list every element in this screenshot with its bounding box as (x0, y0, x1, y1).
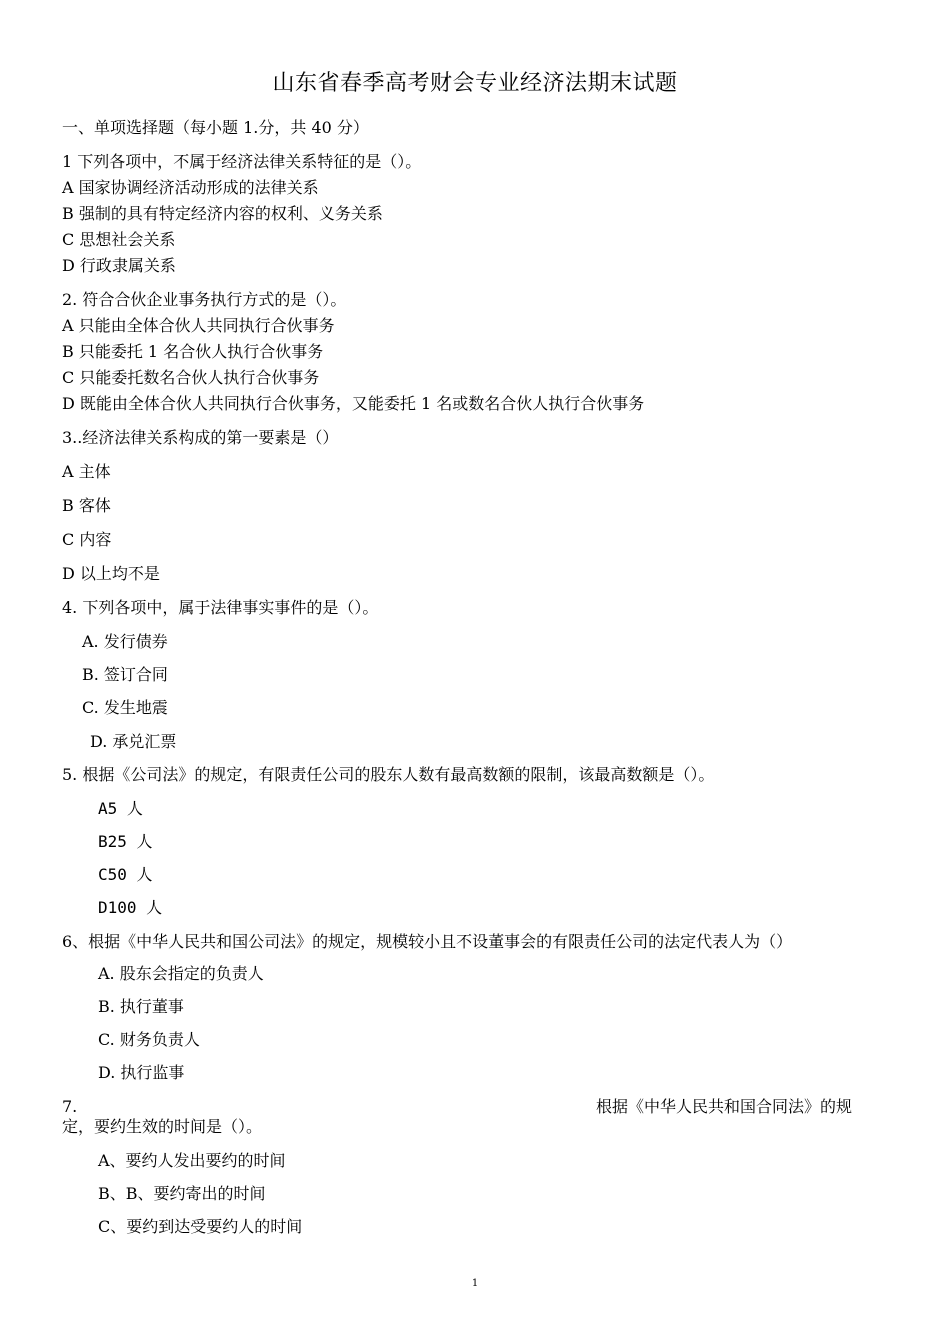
question-6-stem: 6、根据《中华人民共和国公司法》的规定，规模较小且不设董事会的有限责任公司的法定代表人为（） (62, 932, 793, 951)
question-3-option-b: B 客体 (62, 496, 111, 515)
document-title: 山东省春季高考财会专业经济法期末试题 (272, 71, 678, 96)
question-7-option-a: A、要约人发出要约的时间 (98, 1151, 286, 1170)
question-5-option-a: A5 人 (98, 799, 143, 818)
question-7-number: 7. (62, 1097, 78, 1116)
question-6-option-a: A. 股东会指定的负责人 (98, 964, 264, 983)
question-7-option-c: C、要约到达受要约人的时间 (98, 1217, 303, 1236)
question-4-option-a: A. 发行债券 (82, 632, 168, 651)
question-2-stem: 2. 符合合伙企业事务执行方式的是（）。 (62, 290, 347, 309)
question-4-stem: 4. 下列各项中，属于法律事实事件的是（）。 (62, 598, 379, 617)
question-4-option-b: B. 签订合同 (82, 665, 168, 684)
question-6-option-d: D. 执行监事 (98, 1063, 185, 1082)
question-2-option-c: C 只能委托数名合伙人执行合伙事务 (62, 368, 320, 387)
question-2-option-b: B 只能委托 1 名合伙人执行合伙事务 (62, 342, 324, 361)
question-6-option-b: B. 执行董事 (98, 997, 184, 1016)
question-7-stem-right: 根据《中华人民共和国合同法》的规 (596, 1097, 853, 1116)
question-4-option-c: C. 发生地震 (82, 698, 168, 717)
question-2-option-a: A 只能由全体合伙人共同执行合伙事务 (62, 316, 335, 335)
question-5-stem: 5. 根据《公司法》的规定，有限责任公司的股东人数有最高数额的限制，该最高数额是（）。 (62, 765, 715, 784)
question-3-option-a: A 主体 (62, 462, 111, 481)
question-1-option-c: C 思想社会关系 (62, 230, 176, 249)
question-5-option-b: B25 人 (98, 832, 153, 851)
page-number: 1 (471, 1278, 479, 1289)
question-3-option-c: C 内容 (62, 530, 112, 549)
question-6-option-c: C. 财务负责人 (98, 1030, 200, 1049)
question-3-option-d: D 以上均不是 (62, 564, 160, 583)
section-heading: 一、单项选择题（每小题 1.分，共 40 分） (62, 118, 369, 137)
question-5-option-c: C50 人 (98, 865, 153, 884)
question-1-option-d: D 行政隶属关系 (62, 256, 176, 275)
question-5-option-d: D100 人 (98, 898, 163, 917)
question-7-option-b: B、B、要约寄出的时间 (98, 1184, 266, 1203)
question-3-stem: 3..经济法律关系构成的第一要素是（） (62, 428, 339, 447)
question-1-option-a: A 国家协调经济活动形成的法律关系 (62, 178, 319, 197)
question-4-option-d: D. 承兑汇票 (90, 732, 177, 751)
question-7-stem-continued: 定，要约生效的时间是（）。 (62, 1117, 263, 1136)
question-2-option-d: D 既能由全体合伙人共同执行合伙事务，又能委托 1 名或数名合伙人执行合伙事务 (62, 394, 645, 413)
question-1-stem: 1 下列各项中，不属于经济法律关系特征的是（）。 (62, 152, 422, 171)
question-1-option-b: B 强制的具有特定经济内容的权利、义务关系 (62, 204, 383, 223)
